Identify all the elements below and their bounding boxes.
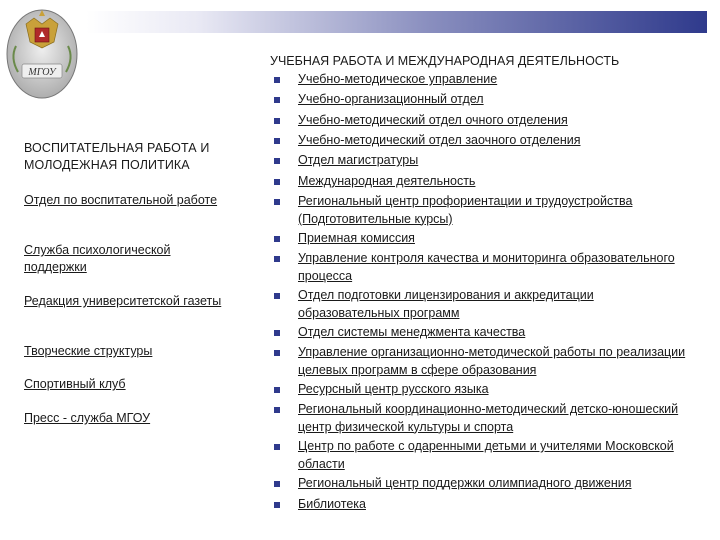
bullet-icon [274, 350, 280, 356]
emblem-caption: МГОУ [28, 67, 56, 78]
bullet-icon [274, 179, 280, 185]
bullet-icon [274, 77, 280, 83]
link-creative-structures[interactable]: Творческие структуры [24, 344, 153, 358]
link-press-service[interactable]: Пресс - служба МГОУ [24, 411, 151, 425]
list-item[interactable]: Библиотека [298, 496, 698, 514]
list-item[interactable]: Отдел магистратуры [298, 152, 698, 170]
list-item[interactable]: Учебно-методический отдел заочного отделения [298, 132, 698, 150]
bullet-icon [274, 481, 280, 487]
list-item[interactable]: Учебно-организационный отдел [298, 91, 698, 109]
bullet-icon [274, 138, 280, 144]
bullet-icon [274, 407, 280, 413]
left-section-title: ВОСПИТАТЕЛЬНАЯ РАБОТА И МОЛОДЕЖНАЯ ПОЛИТИКА [24, 141, 210, 172]
list-item[interactable]: Учебно-методический отдел очного отделения [298, 112, 698, 130]
list-item[interactable]: Региональный координационно-методический детско-юношеский центр физической культуры и спорта [298, 401, 698, 436]
link-upbringing-department[interactable]: Отдел по воспитательной работе [24, 193, 218, 207]
list-item[interactable]: Отдел подготовки лицензирования и аккредитации образовательных программ [298, 287, 698, 322]
bullet-icon [274, 199, 280, 205]
list-item[interactable]: Приемная комиссия [298, 230, 698, 248]
link-sports-club[interactable]: Спортивный клуб [24, 377, 126, 391]
list-item[interactable]: Управление контроля качества и мониторинга образовательного процесса [298, 250, 698, 285]
university-emblem-icon [4, 2, 80, 100]
right-section-title: УЧЕБНАЯ РАБОТА И МЕЖДУНАРОДНАЯ ДЕЯТЕЛЬНОСТЬ [270, 54, 620, 68]
bullet-icon [274, 97, 280, 103]
list-item[interactable]: Учебно-методическое управление [298, 71, 698, 89]
bullet-icon [274, 158, 280, 164]
list-item[interactable]: Отдел системы менеджмента качества [298, 324, 698, 342]
bullet-icon [274, 330, 280, 336]
list-item[interactable]: Международная деятельность [298, 173, 698, 191]
link-university-newspaper[interactable]: Редакция университетской газеты [24, 294, 222, 308]
list-item[interactable]: Управление организационно-методической работы по реализации целевых программ в сфере образования [298, 344, 698, 379]
list-item[interactable]: Региональный центр поддержки олимпиадного движения [298, 475, 698, 493]
bullet-icon [274, 387, 280, 393]
bullet-icon [274, 236, 280, 242]
bullet-icon [274, 502, 280, 508]
bullet-icon [274, 256, 280, 262]
bullet-icon [274, 293, 280, 299]
list-item[interactable]: Ресурсный центр русского языка [298, 381, 698, 399]
bullet-icon [274, 444, 280, 450]
list-item[interactable]: Региональный центр профориентации и трудоустройства (Подготовительные курсы) [298, 193, 698, 228]
list-item[interactable]: Центр по работе с одаренными детьми и учителями Московской области [298, 438, 698, 473]
link-psychological-support[interactable]: Служба психологической поддержки [24, 243, 171, 274]
bullet-icon [274, 118, 280, 124]
header-gradient-bar [86, 11, 707, 33]
